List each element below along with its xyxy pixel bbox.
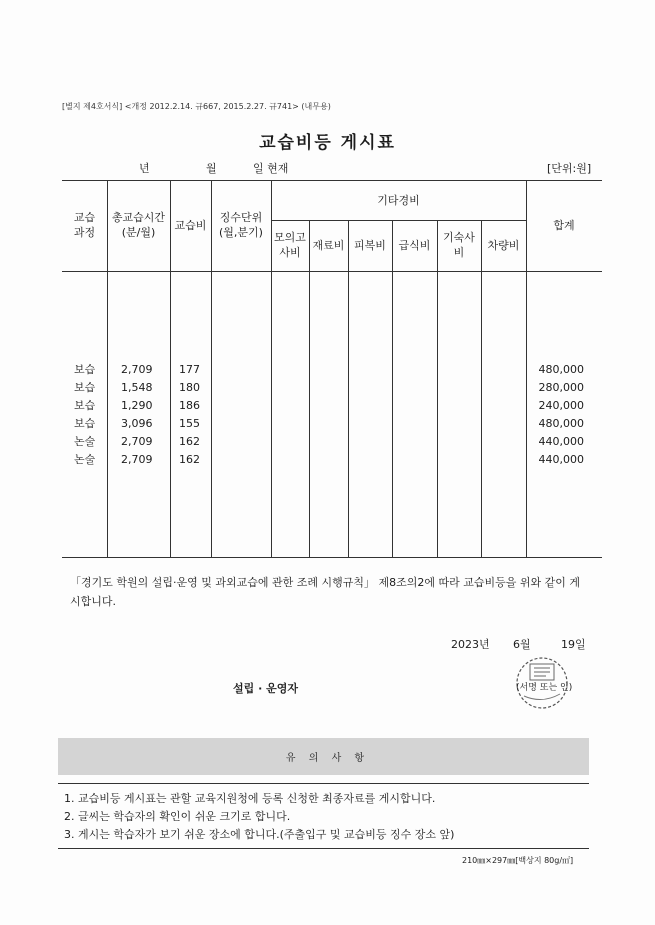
subheader-clothing: 피복비	[354, 239, 386, 252]
row-course: 논술	[74, 453, 96, 466]
header-other-costs: 기타경비	[377, 194, 420, 207]
row-course: 보습	[74, 381, 96, 394]
row-tuition: 180	[179, 381, 200, 394]
header-total-time: 총교습시간 (분/월)	[111, 211, 166, 239]
date-day-label: 일 현재	[253, 162, 289, 175]
date-year-label: 년	[139, 162, 150, 175]
header-course: 교습 과정	[73, 211, 96, 239]
table-top-border	[62, 180, 602, 181]
row-time: 2,709	[121, 435, 153, 448]
signature-day: 19일	[561, 638, 586, 651]
col-divider	[481, 220, 482, 557]
row-course: 보습	[74, 417, 96, 430]
row-time: 2,709	[121, 453, 153, 466]
signature-month: 6월	[513, 638, 531, 651]
row-total: 280,000	[538, 381, 584, 394]
form-reference: [별지 제4호서식] <개정 2012.2.14. 규667, 2015.2.27. 규741> (내무용)	[62, 102, 331, 111]
row-total: 440,000	[538, 453, 584, 466]
row-total: 440,000	[538, 435, 584, 448]
row-time: 1,548	[121, 381, 153, 394]
col-divider	[170, 180, 171, 557]
subheader-dormitory: 기숙사 비	[443, 231, 475, 259]
col-divider	[309, 220, 310, 557]
row-time: 1,290	[121, 399, 153, 412]
header-total: 합계	[553, 219, 575, 232]
row-total: 480,000	[538, 363, 584, 376]
caution-divider	[58, 783, 589, 784]
row-tuition: 162	[179, 435, 200, 448]
row-total: 240,000	[538, 399, 584, 412]
signature-year: 2023년	[451, 638, 490, 651]
header-bottom-border	[62, 271, 602, 272]
subheader-meals: 급식비	[398, 239, 431, 252]
row-tuition: 162	[179, 453, 200, 466]
subheader-mock-exam: 모의고 사비	[274, 231, 306, 259]
page-title: 교습비등 게시표	[259, 133, 396, 153]
seal-label: (서명 또는 인)	[516, 683, 573, 693]
caution-item: 3. 게시는 학습자가 보기 쉬운 장소에 합니다.(주출입구 및 교습비등 징수 장소 앞)	[64, 828, 455, 841]
table-bottom-border	[62, 557, 602, 558]
paper-spec: 210㎜×297㎜[백상지 80g/㎡]	[462, 856, 574, 865]
row-tuition: 177	[179, 363, 200, 376]
row-tuition: 186	[179, 399, 200, 412]
signer-label: 설립 · 운영자	[233, 682, 298, 695]
caution-item: 2. 글씨는 학습자의 확인이 쉬운 크기로 합니다.	[64, 810, 291, 823]
notice-text: 「경기도 학원의 설립·운영 및 과외교습에 관한 조례 시행규칙」 제8조의2에 따라 교습비등을 위와 같이 게시합니다.	[70, 576, 580, 608]
date-month-label: 월	[206, 162, 217, 175]
col-divider	[348, 220, 349, 557]
caution-item: 1. 교습비등 게시표는 관할 교육지원청에 등록 신청한 최종자료를 게시합니다.	[64, 792, 436, 805]
col-divider	[437, 220, 438, 557]
row-course: 논술	[74, 435, 96, 448]
row-course: 보습	[74, 399, 96, 412]
unit-label: [단위:원]	[547, 162, 592, 175]
subheader-materials: 재료비	[312, 239, 345, 252]
row-time: 3,096	[121, 417, 153, 430]
row-time: 2,709	[121, 363, 153, 376]
subheader-vehicle: 차량비	[487, 239, 520, 252]
header-collection-unit: 징수단위 (월,분기)	[219, 211, 263, 239]
col-divider	[392, 220, 393, 557]
caution-title: 유 의 사 항	[285, 753, 370, 764]
row-course: 보습	[74, 363, 96, 376]
row-total: 480,000	[538, 417, 584, 430]
footer-divider	[58, 848, 589, 849]
header-tuition: 교습비	[174, 219, 207, 232]
row-tuition: 155	[179, 417, 200, 430]
